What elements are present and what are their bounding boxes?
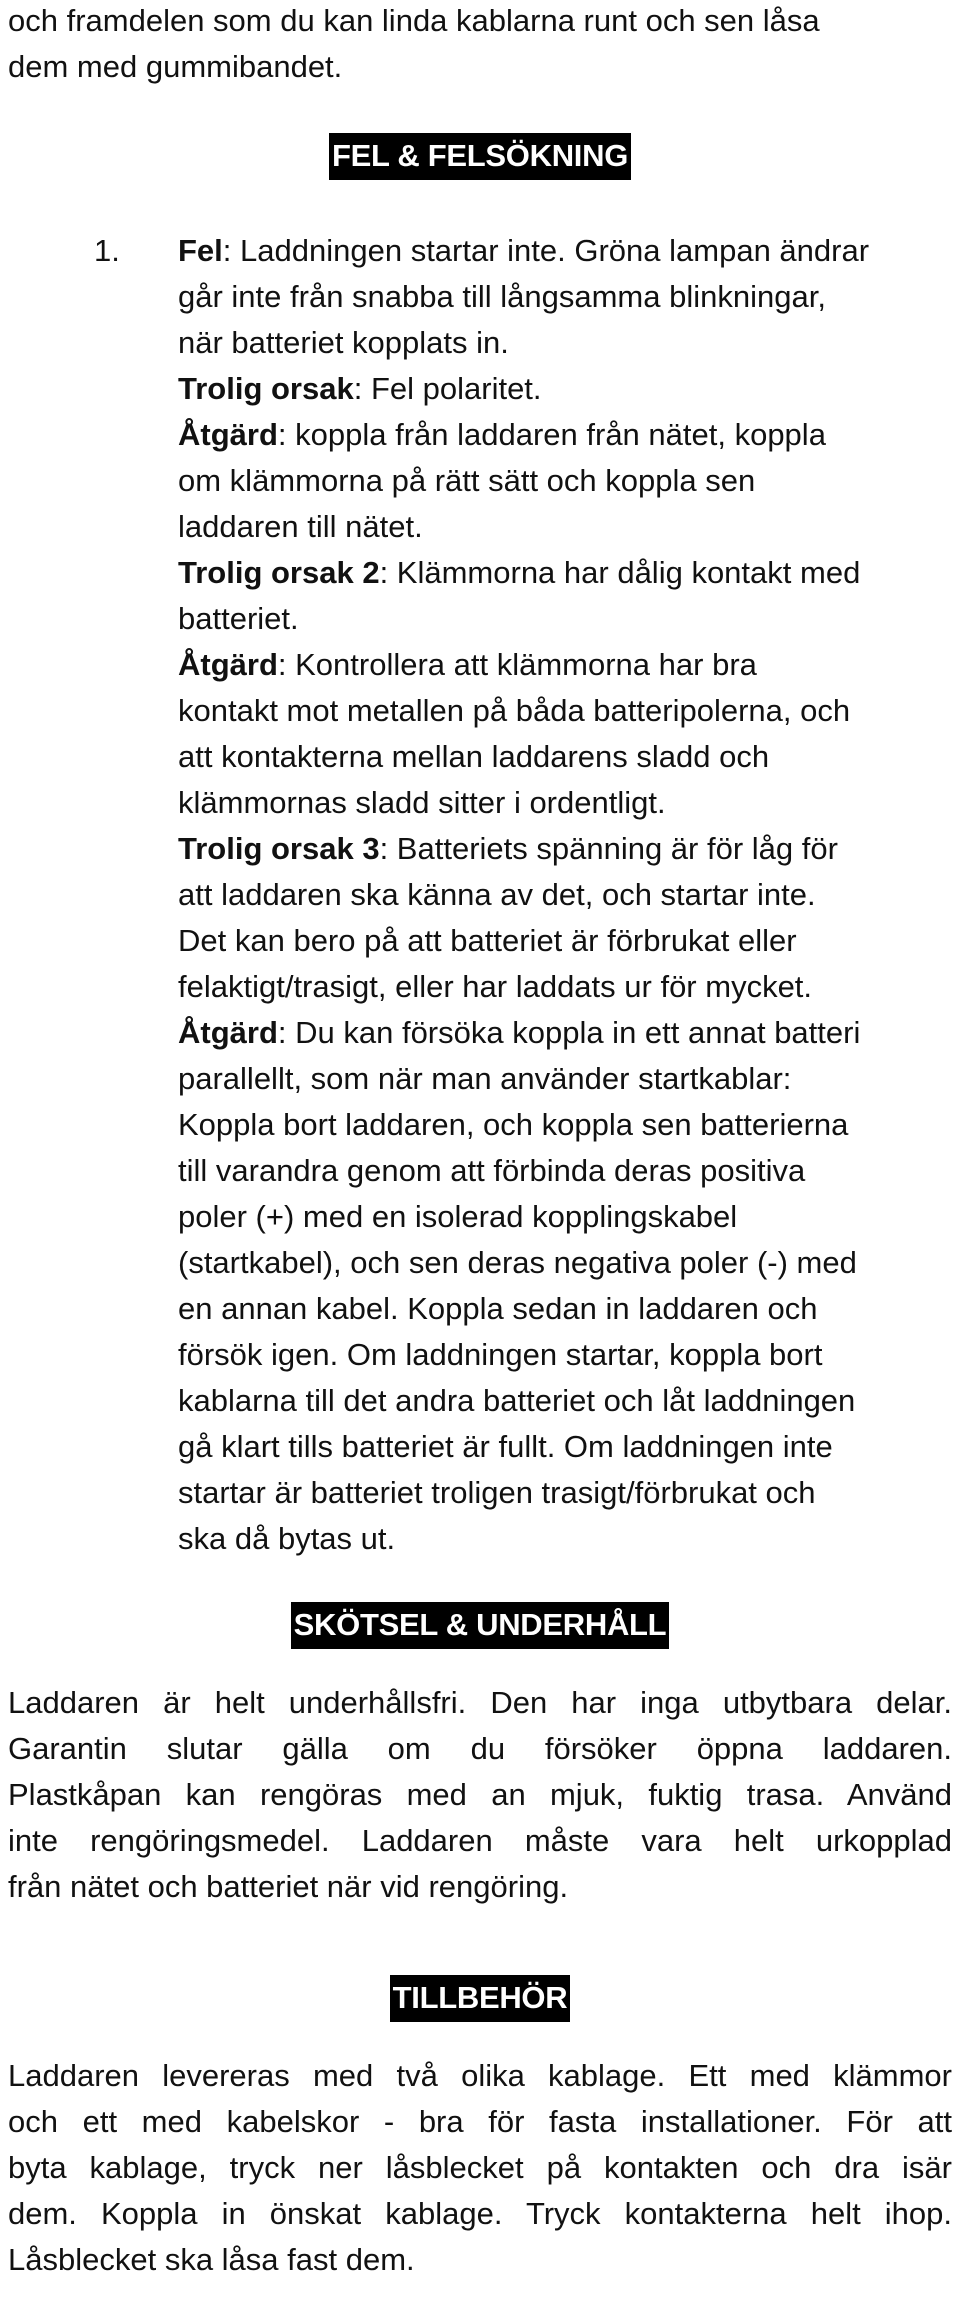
action-1-label: Åtgärd xyxy=(178,417,278,452)
skotsel-heading-wrap xyxy=(0,1602,960,1649)
action-3-text: : Du kan försöka koppla in ett annat batteri xyxy=(277,1015,861,1050)
action-3-line: (startkabel), och sen deras negativa poler (-) med xyxy=(178,1245,857,1280)
intro-paragraph xyxy=(8,0,938,90)
fault-line: går inte från snabba till långsamma blinkningar, xyxy=(178,279,826,314)
action-3-line: Koppla bort laddaren, och koppla sen batterierna xyxy=(178,1107,849,1142)
cause-3-line: Det kan bero på att batteriet är förbrukat eller xyxy=(178,923,797,958)
action-2-line: att kontakterna mellan laddarens sladd och xyxy=(178,739,770,774)
action-3-line: till varandra genom att förbinda deras positiva xyxy=(178,1153,806,1188)
intro-line: dem med gummibandet. xyxy=(8,49,343,84)
action-2-line: kontakt mot metallen på båda batteripolerna, och xyxy=(178,693,851,728)
fault-label: Fel xyxy=(178,233,223,268)
action-3-line: gå klart tills batteriet är fullt. Om laddningen inte xyxy=(178,1429,833,1464)
cause-3-line: att laddaren ska känna av det, och startar inte. xyxy=(178,877,816,912)
action-3-line: försök igen. Om laddningen startar, koppla bort xyxy=(178,1337,823,1372)
cause-2-label: Trolig orsak 2 xyxy=(178,555,380,590)
action-2-line xyxy=(178,642,948,688)
action-3-line xyxy=(178,1010,948,1056)
paragraph-line: och ett med kabelskor - bra för fasta installationer. För att xyxy=(8,2104,952,2139)
cause-1-label: Trolig orsak xyxy=(178,371,354,406)
fault-line xyxy=(178,228,948,274)
intro-line: och framdelen som du kan linda kablarna runt och sen låsa xyxy=(8,3,820,38)
action-3-line: parallellt, som när man använder startkablar: xyxy=(178,1061,792,1096)
fel-heading: FEL & FELSÖKNING xyxy=(329,133,631,180)
action-2-text: : Kontrollera att klämmorna har bra xyxy=(277,647,757,682)
paragraph-line: Garantin slutar gälla om du försöker öppna laddaren. xyxy=(8,1731,952,1766)
fault-text: : Laddningen startar inte. Gröna lampan ändrar xyxy=(222,233,870,268)
skotsel-paragraph xyxy=(8,1680,952,1910)
action-3-line: en annan kabel. Koppla sedan in laddaren och xyxy=(178,1291,818,1326)
tillbehor-heading: TILLBEHÖR xyxy=(390,1975,571,2022)
cause-2-line xyxy=(178,550,948,596)
cause-3-text: : Batteriets spänning är för låg för xyxy=(379,831,838,866)
paragraph-line: Plastkåpan kan rengöras med an mjuk, fuktig trasa. Använd xyxy=(8,1777,952,1812)
action-2-label: Åtgärd xyxy=(178,647,278,682)
cause-1-text: : Fel polaritet. xyxy=(353,371,542,406)
cause-3-line: felaktigt/trasigt, eller har laddats ur för mycket. xyxy=(178,969,813,1004)
paragraph-line: inte rengöringsmedel. Laddaren måste vara helt urkopplad xyxy=(8,1823,952,1858)
paragraph-line: Laddaren levereras med två olika kablage. Ett med klämmor xyxy=(8,2058,952,2093)
cause-3-label: Trolig orsak 3 xyxy=(178,831,380,866)
action-3-line: ska då bytas ut. xyxy=(178,1521,396,1556)
paragraph-line: Laddaren är helt underhållsfri. Den har inga utbytbara delar. xyxy=(8,1685,952,1720)
fault-item-body xyxy=(178,228,948,1562)
action-1-line: laddaren till nätet. xyxy=(178,509,423,544)
list-item-number: 1. xyxy=(94,233,120,268)
tillbehor-heading-wrap xyxy=(0,1975,960,2022)
action-2-line: klämmornas sladd sitter i ordentligt. xyxy=(178,785,666,820)
tillbehor-paragraph xyxy=(8,2053,952,2283)
action-3-line: startar är batteriet troligen trasigt/förbrukat och xyxy=(178,1475,816,1510)
action-3-line: kablarna till det andra batteriet och låt laddningen xyxy=(178,1383,856,1418)
cause-2-line: batteriet. xyxy=(178,601,299,636)
cause-3-line xyxy=(178,826,948,872)
paragraph-line: byta kablage, tryck ner låsblecket på kontakten och dra isär xyxy=(8,2150,952,2185)
paragraph-line: dem. Koppla in önskat kablage. Tryck kontakterna helt ihop. xyxy=(8,2196,952,2231)
cause-2-text: : Klämmorna har dålig kontakt med xyxy=(379,555,861,590)
action-1-line xyxy=(178,412,948,458)
cause-1-line xyxy=(178,366,948,412)
fault-line: när batteriet kopplats in. xyxy=(178,325,509,360)
action-3-label: Åtgärd xyxy=(178,1015,278,1050)
paragraph-line: från nätet och batteriet när vid rengöring. xyxy=(8,1869,569,1904)
skotsel-heading: SKÖTSEL & UNDERHÅLL xyxy=(291,1602,670,1649)
action-3-line: poler (+) med en isolerad kopplingskabel xyxy=(178,1199,738,1234)
action-1-text: : koppla från laddaren från nätet, koppla xyxy=(277,417,826,452)
paragraph-line: Låsblecket ska låsa fast dem. xyxy=(8,2242,415,2277)
action-1-line: om klämmorna på rätt sätt och koppla sen xyxy=(178,463,756,498)
fel-heading-wrap xyxy=(0,133,960,180)
